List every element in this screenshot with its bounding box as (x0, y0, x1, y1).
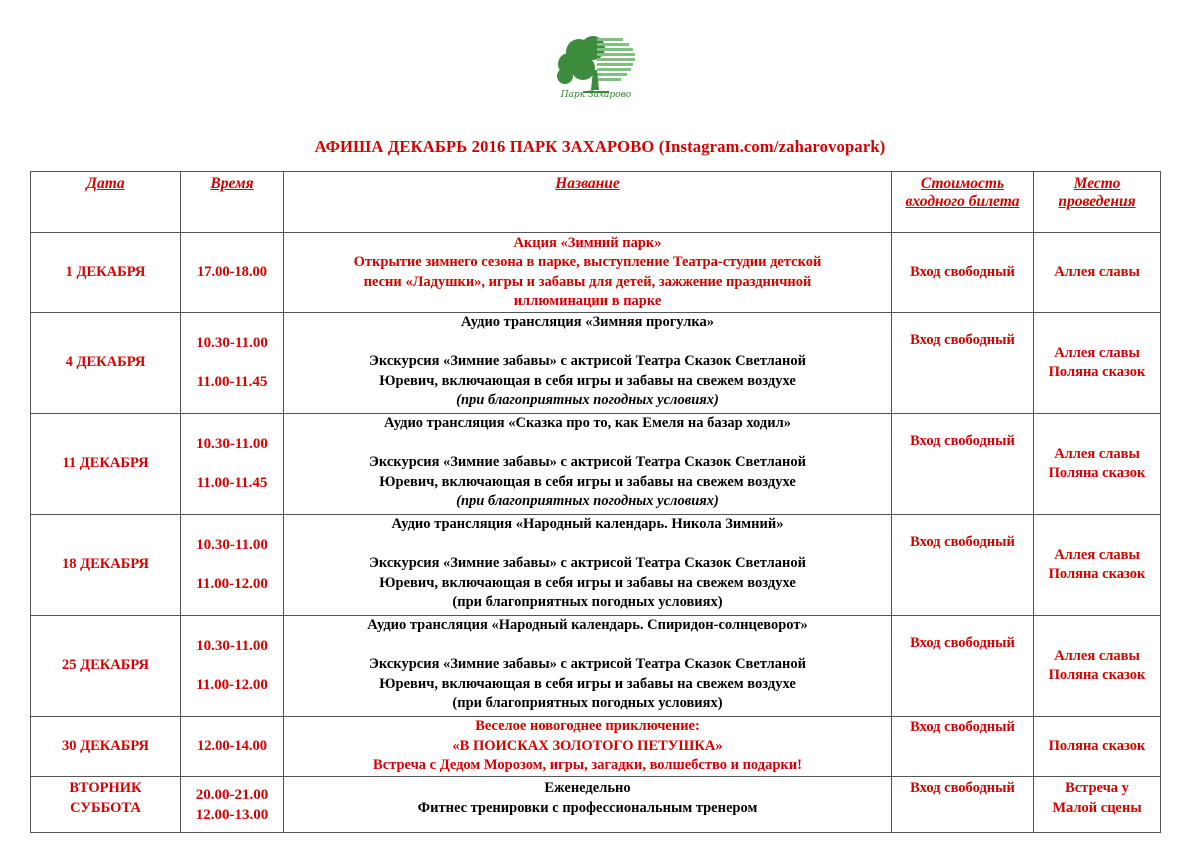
event-date: 1 ДЕКАБРЯ (31, 233, 181, 313)
header-name: Название (284, 172, 892, 233)
event-name: Аудио трансляция «Народный календарь. Никола Зимний» Экскурсия «Зимние забавы» с актрисой Театра Сказок Светланой Юревич, включающая в себя игры и забавы на свежем воздухе (при благоприятных погодных условиях) (284, 515, 892, 616)
event-cost: Вход свободный (892, 616, 1034, 717)
event-date: 18 ДЕКАБРЯ (31, 515, 181, 616)
event-time: 10.30-11.00 11.00-12.00 (181, 515, 284, 616)
table-row (31, 777, 1161, 833)
event-time: 20.00-21.00 12.00-13.00 (181, 777, 284, 833)
schedule-table (30, 171, 1161, 833)
page-title: АФИША ДЕКАБРЬ 2016 ПАРК ЗАХАРОВО (Instagram.com/zaharovopark) (314, 137, 886, 156)
table-row (31, 233, 1161, 313)
event-name: Еженедельно Фитнес тренировки с профессиональным тренером (284, 777, 892, 833)
event-name: Аудио трансляция «Зимняя прогулка» Экскурсия «Зимние забавы» с актрисой Театра Сказок Светланой Юревич, включающая в себя игры и забавы на свежем воздухе (при благоприятных погодных условиях) (284, 313, 892, 414)
event-time: 10.30-11.00 11.00-11.45 (181, 414, 284, 515)
table-row (31, 515, 1161, 616)
event-cost: Вход свободный (892, 414, 1034, 515)
event-time: 12.00-14.00 (181, 717, 284, 777)
event-place: Аллея славы Поляна сказок (1034, 616, 1161, 717)
event-cost: Вход свободный (892, 233, 1034, 313)
event-place: Аллея славы Поляна сказок (1034, 515, 1161, 616)
event-cost: Вход свободный (892, 313, 1034, 414)
park-logo-tree-icon (553, 30, 639, 114)
event-place: Аллея славы Поляна сказок (1034, 414, 1161, 515)
header-date: Дата (31, 172, 181, 233)
event-date: ВТОРНИК СУББОТА (31, 777, 181, 833)
event-name: Акция «Зимний парк» Открытие зимнего сезона в парке, выступление Театра-студии детской песни «Ладушки», игры и забавы для детей, зажжение праздничной иллюминации в парке (284, 233, 892, 313)
event-cost: Вход свободный (892, 777, 1034, 833)
event-place: Аллея славы (1034, 233, 1161, 313)
header-time: Время (181, 172, 284, 233)
header-cost: Стоимость входного билета (892, 172, 1034, 233)
table-row (31, 414, 1161, 515)
table-row (31, 616, 1161, 717)
event-cost: Вход свободный (892, 717, 1034, 777)
logo-caption: Парк Захарово (560, 90, 632, 100)
event-place: Поляна сказок (1034, 717, 1161, 777)
event-cost: Вход свободный (892, 515, 1034, 616)
event-place: Встреча у Малой сцены (1034, 777, 1161, 833)
event-date: 30 ДЕКАБРЯ (31, 717, 181, 777)
event-time: 10.30-11.00 11.00-11.45 (181, 313, 284, 414)
event-time: 10.30-11.00 11.00-12.00 (181, 616, 284, 717)
event-date: 4 ДЕКАБРЯ (31, 313, 181, 414)
table-row (31, 313, 1161, 414)
table-header-row (31, 172, 1161, 233)
event-date: 11 ДЕКАБРЯ (31, 414, 181, 515)
event-date: 25 ДЕКАБРЯ (31, 616, 181, 717)
event-name: Аудио трансляция «Сказка про то, как Емеля на базар ходил» Экскурсия «Зимние забавы» с актрисой Театра Сказок Светланой Юревич, включающая в себя игры и забавы на свежем воздухе (при благоприятных погодных условиях) (284, 414, 892, 515)
header-place: Место проведения (1034, 172, 1161, 233)
event-time: 17.00-18.00 (181, 233, 284, 313)
event-place: Аллея славы Поляна сказок (1034, 313, 1161, 414)
event-name: Аудио трансляция «Народный календарь. Спиридон-солнцеворот» Экскурсия «Зимние забавы» с актрисой Театра Сказок Светланой Юревич, включающая в себя игры и забавы на свежем воздухе (при благоприятных погодных условиях) (284, 616, 892, 717)
table-row (31, 717, 1161, 777)
event-name: Веселое новогоднее приключение: «В ПОИСКАХ ЗОЛОТОГО ПЕТУШКА» Встреча с Дедом Морозом, игры, загадки, волшебство и подарки! (284, 717, 892, 777)
